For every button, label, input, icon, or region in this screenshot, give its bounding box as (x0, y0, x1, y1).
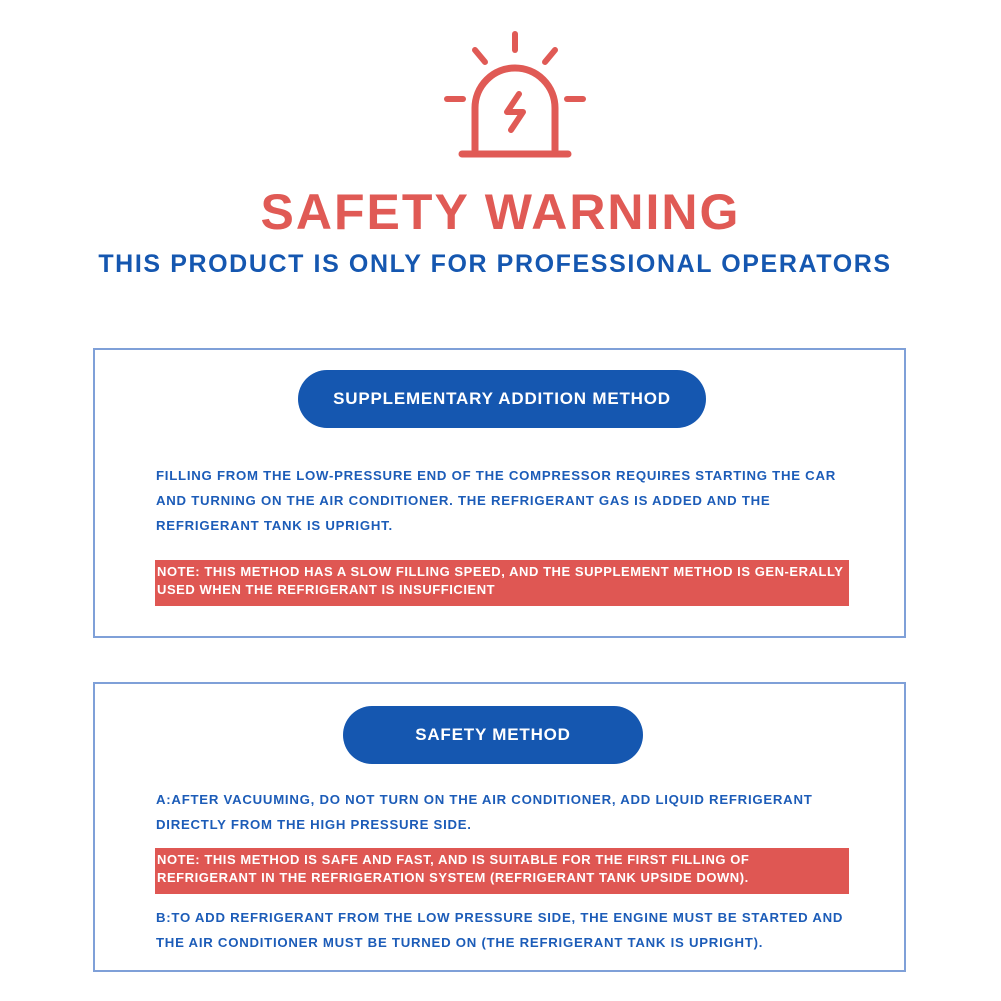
supplementary-method-text: FILLING FROM THE LOW-PRESSURE END OF THE COMPRESSOR REQUIRES STARTING THE CAR AND TURNING ON THE AIR CONDITIONER. THE REFRIGERANT GAS IS ADDED AND THE REFRIGERANT TANK IS UPRIGHT. (156, 468, 836, 533)
safety-method-panel (93, 682, 906, 972)
supplementary-method-panel (93, 348, 906, 638)
safety-note: NOTE: THIS METHOD IS SAFE AND FAST, AND IS SUITABLE FOR THE FIRST FILLING OF REFRIGERANT IN THE REFRIGERATION SYSTEM (REFRIGERANT TANK UPSIDE DOWN). (155, 848, 849, 894)
page-subtitle: THIS PRODUCT IS ONLY FOR PROFESSIONAL OPERATORS (98, 250, 892, 278)
supplementary-method-heading: SUPPLEMENTARY ADDITION METHOD (298, 370, 706, 428)
safety-method-item-a: A:AFTER VACUUMING, DO NOT TURN ON THE AIR CONDITIONER, ADD LIQUID REFRIGERANT DIRECTLY FROM THE HIGH PRESSURE SIDE. (156, 792, 813, 832)
safety-method-heading: SAFETY METHOD (343, 706, 643, 764)
page-title: SAFETY WARNING (260, 184, 741, 240)
supplementary-note: NOTE: THIS METHOD HAS A SLOW FILLING SPEED, AND THE SUPPLEMENT METHOD IS GEN-ERALLY USED WHEN THE REFRIGERANT IS INSUFFICIENT (155, 560, 849, 606)
safety-method-item-b: B:TO ADD REFRIGERANT FROM THE LOW PRESSURE SIDE, THE ENGINE MUST BE STARTED AND THE AIR CONDITIONER MUST BE TURNED ON (THE REFRIGERANT TANK IS UPRIGHT). (156, 910, 844, 950)
alarm-siren-icon (435, 28, 595, 163)
